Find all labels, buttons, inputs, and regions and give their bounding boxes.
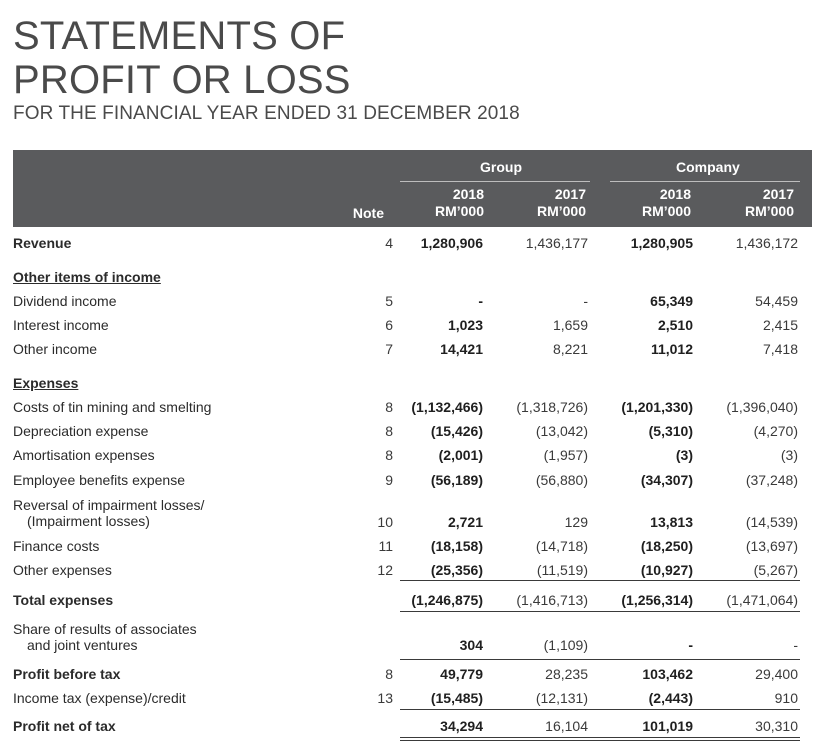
final-double-rule bbox=[400, 740, 800, 741]
col-company-2017: 2017 RM’000 bbox=[744, 186, 794, 219]
section-heading-expenses: Expenses bbox=[13, 375, 79, 391]
table-row-finance: Finance costs 11 (18,158) (14,718) (18,250) (13,697) bbox=[13, 538, 798, 554]
col-note: Note bbox=[352, 205, 384, 221]
group-header-divider bbox=[400, 181, 590, 182]
pbt-rule bbox=[400, 659, 800, 660]
table-row-amortisation: Amortisation expenses 8 (2,001) (1,957) (3) (3) bbox=[13, 447, 798, 463]
title-line-2: PROFIT OR LOSS bbox=[13, 58, 351, 102]
pnt-rule bbox=[400, 709, 800, 710]
table-row-revenue bbox=[13, 235, 812, 259]
cell-company-2018: 1,280,905 bbox=[630, 235, 693, 251]
col-group-2017: 2017 RM’000 bbox=[536, 186, 586, 219]
title-line-1: STATEMENTS OF bbox=[13, 14, 346, 58]
table-row-impairment: Reversal of impairment losses/ (Impairment losses) 10 2,721 129 13,813 (14,539) bbox=[13, 497, 798, 530]
table-row-profit-net-of-tax: Profit net of tax 34,294 16,104 101,019 30,310 bbox=[13, 718, 798, 734]
row-label: Revenue bbox=[13, 235, 72, 251]
company-header: Company bbox=[676, 159, 740, 175]
table-row-other-income: Other income 7 14,421 8,221 11,012 7,418 bbox=[13, 341, 798, 357]
col-company-2018: 2018 RM’000 bbox=[641, 186, 691, 219]
table-row-total-expenses: Total expenses (1,246,875) (1,416,713) (1,256,314) (1,471,064) bbox=[13, 592, 798, 608]
table-row-depreciation: Depreciation expense 8 (15,426) (13,042) (5,310) (4,270) bbox=[13, 423, 798, 439]
table-row-employee: Employee benefits expense 9 (56,189) (56,880) (34,307) (37,248) bbox=[13, 472, 798, 488]
company-header-divider bbox=[610, 181, 800, 182]
col-group-2018: 2018 RM’000 bbox=[434, 186, 484, 219]
cell-group-2018: 1,280,906 bbox=[420, 235, 483, 251]
table-row-other-expenses: Other expenses 12 (25,356) (11,519) (10,927) (5,267) bbox=[13, 562, 798, 578]
total-rule bbox=[400, 611, 800, 612]
page-title bbox=[13, 14, 351, 102]
table-row-interest: Interest income 6 1,023 1,659 2,510 2,415 bbox=[13, 317, 798, 333]
table-row-costs-tin: Costs of tin mining and smelting 8 (1,132,466) (1,318,726) (1,201,330) (1,396,040) bbox=[13, 399, 798, 415]
subtotal-rule bbox=[400, 580, 800, 581]
table-row-share-associates: Share of results of associates and joint ventures 304 (1,109) - - bbox=[13, 621, 798, 653]
table-row-dividend: Dividend income 5 - - 65,349 54,459 bbox=[13, 293, 798, 309]
row-note: 4 bbox=[385, 235, 393, 251]
section-heading-other-income: Other items of income bbox=[13, 269, 161, 285]
page-subtitle: FOR THE FINANCIAL YEAR ENDED 31 DECEMBER 2018 bbox=[13, 103, 520, 124]
cell-group-2017: 1,436,177 bbox=[525, 235, 588, 251]
table-row-profit-before-tax: Profit before tax 8 49,779 28,235 103,462 29,400 bbox=[13, 666, 798, 682]
final-rule bbox=[400, 737, 800, 738]
table-row-income-tax: Income tax (expense)/credit 13 (15,485) (12,131) (2,443) 910 bbox=[13, 690, 798, 706]
group-header: Group bbox=[480, 159, 522, 175]
cell-company-2017: 1,436,172 bbox=[735, 235, 798, 251]
